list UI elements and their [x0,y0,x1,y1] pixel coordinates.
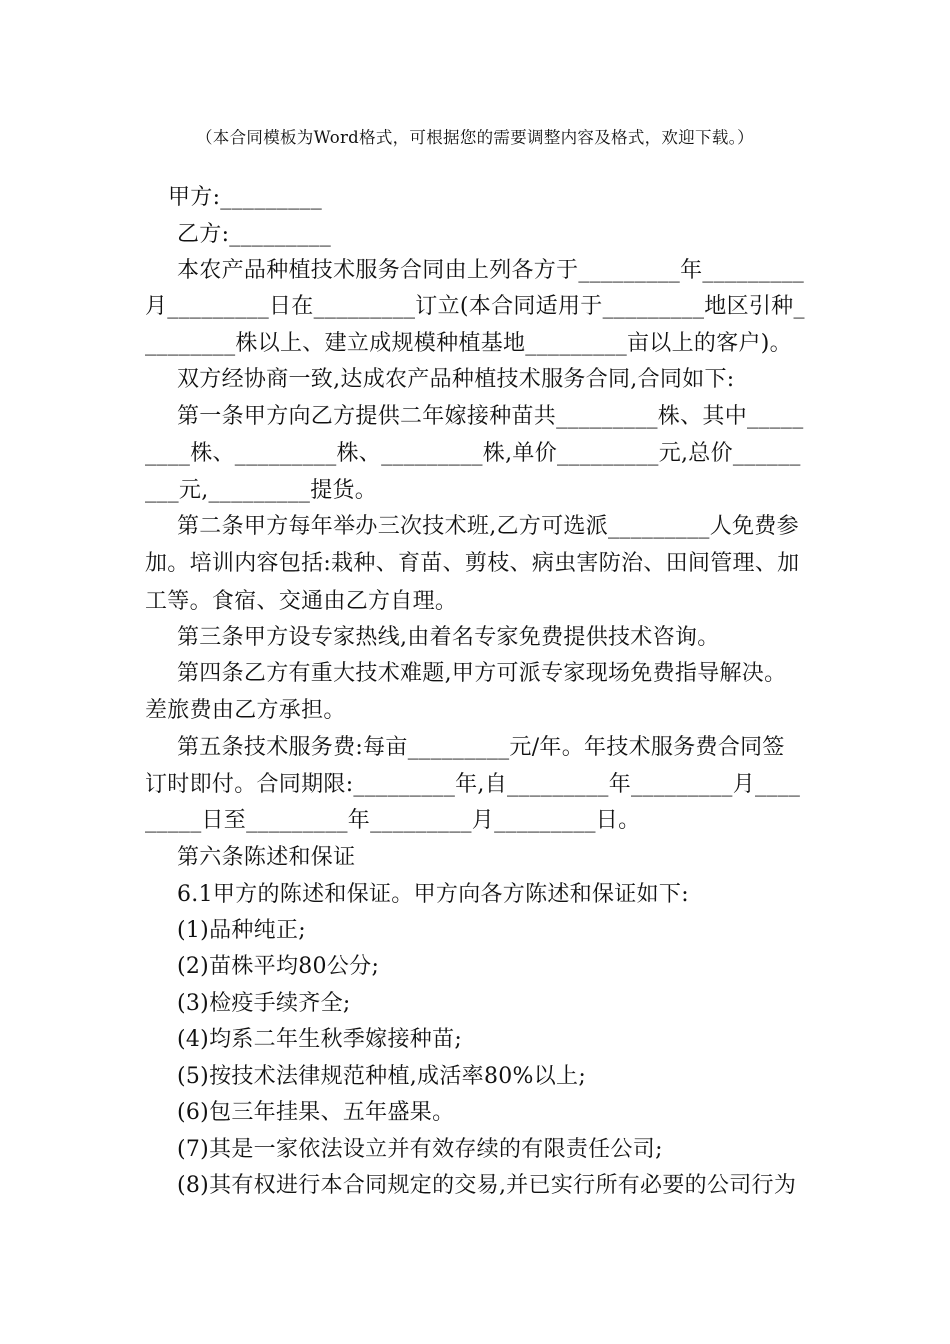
warranty-item: (3)检疫手续齐全; [177,991,351,1016]
article-2-line: 第二条甲方每年举办三次技术班,乙方可选派_________人免费参 [177,514,799,539]
article-1-line: ____株、_________株、_________株,单价_________元,总价______ [145,441,801,466]
article-4-line: 差旅费由乙方承担。 [145,698,346,723]
warranty-item: (1)品种纯正; [177,918,306,943]
warranty-item: (6)包三年挂果、五年盛果。 [177,1100,455,1125]
warranty-item: (7)其是一家依法设立并有效存续的有限责任公司; [177,1137,663,1162]
article-2-line: 加。培训内容包括:栽种、育苗、剪枝、病虫害防治、田间管理、加 [145,551,800,576]
article-1-line: ___元,_________提货。 [145,478,378,503]
warranty-item: (8)其有权进行本合同规定的交易,并已实行所有必要的公司行为 [177,1173,797,1198]
clause-6-1-line: 6.1甲方的陈述和保证。甲方向各方陈述和保证如下: [177,882,689,907]
article-6-heading: 第六条陈述和保证 [177,845,356,870]
warranty-item: (5)按技术法律规范种植,成活率80%以上; [177,1064,587,1089]
template-note: （本合同模板为Word格式，可根据您的需要调整内容及格式，欢迎下载。） [196,128,754,147]
party-b-line: 乙方:_________ [177,222,332,247]
article-5-line: 订时即付。合同期限:_________年,自_________年_________月____ [145,772,801,797]
agreement-line: 双方经协商一致,达成农产品种植技术服务合同,合同如下: [177,367,735,392]
article-5-line: _____日至_________年_________月_________日。 [145,808,641,833]
article-5-line: 第五条技术服务费:每亩_________元/年。年技术服务费合同签 [177,735,785,760]
warranty-item: (4)均系二年生秋季嫁接种苗; [177,1027,463,1052]
party-a-line: 甲方:_________ [168,185,323,210]
contract-intro-line: ________株以上、建立成规模种植基地_________亩以上的客户)。 [145,331,792,356]
article-1-line: 第一条甲方向乙方提供二年嫁接种苗共_________株、其中_____ [177,404,804,429]
article-3-line: 第三条甲方设专家热线,由着名专家免费提供技术咨询。 [177,625,720,650]
contract-intro-line: 月_________日在_________订立(本合同适用于_________地区引种_ [145,294,805,319]
warranty-item: (2)苗株平均80公分; [177,954,380,979]
article-4-line: 第四条乙方有重大技术难题,甲方可派专家现场免费指导解决。 [177,661,787,686]
article-2-line: 工等。食宿、交通由乙方自理。 [145,589,458,614]
contract-intro-line: 本农产品种植技术服务合同由上列各方于_________年_________ [177,258,805,283]
